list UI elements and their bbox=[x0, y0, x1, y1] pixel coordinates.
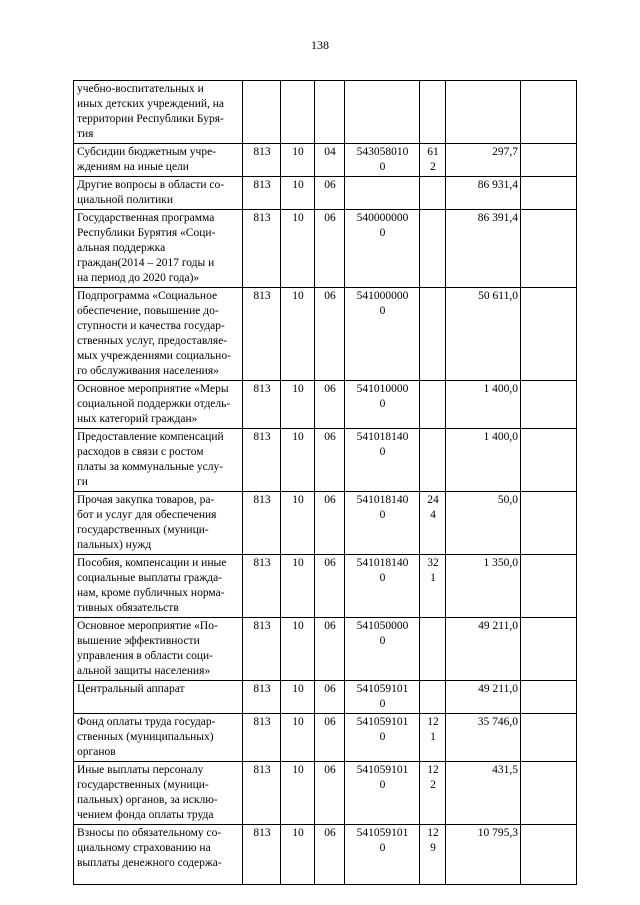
row-extra bbox=[521, 492, 577, 555]
row-ministry-code: 813 bbox=[243, 210, 281, 288]
row-extra bbox=[521, 288, 577, 381]
row-target-article: 541059101 0 bbox=[345, 681, 420, 714]
table-row bbox=[74, 381, 577, 429]
row-ministry-code: 813 bbox=[243, 714, 281, 762]
row-section-code: 10 bbox=[281, 618, 315, 681]
row-ministry-code bbox=[243, 81, 281, 144]
table-row bbox=[74, 618, 577, 681]
row-name: учебно-воспитательных и иных детских учреждений, на территории Республики Буря- тия bbox=[74, 81, 243, 144]
row-extra bbox=[521, 210, 577, 288]
row-target-article: 541050000 0 bbox=[345, 618, 420, 681]
row-expense-type: 12 1 bbox=[420, 714, 446, 762]
table-row bbox=[74, 492, 577, 555]
row-section-code: 10 bbox=[281, 429, 315, 492]
row-ministry-code: 813 bbox=[243, 144, 281, 177]
row-extra bbox=[521, 144, 577, 177]
row-expense-type: 24 4 bbox=[420, 492, 446, 555]
row-amount: 49 211,0 bbox=[446, 681, 521, 714]
row-name: Взносы по обязательному со- циальному страхованию на выплаты денежного содержа- bbox=[74, 825, 243, 885]
row-extra bbox=[521, 762, 577, 825]
row-expense-type: 61 2 bbox=[420, 144, 446, 177]
row-section-code: 10 bbox=[281, 714, 315, 762]
row-amount bbox=[446, 81, 521, 144]
row-section-code: 10 bbox=[281, 492, 315, 555]
row-subsection-code: 06 bbox=[315, 492, 345, 555]
row-amount: 86 931,4 bbox=[446, 177, 521, 210]
row-section-code: 10 bbox=[281, 381, 315, 429]
table-row bbox=[74, 144, 577, 177]
row-ministry-code: 813 bbox=[243, 762, 281, 825]
budget-table-body bbox=[74, 81, 577, 885]
row-ministry-code: 813 bbox=[243, 381, 281, 429]
row-expense-type bbox=[420, 681, 446, 714]
row-amount: 35 746,0 bbox=[446, 714, 521, 762]
row-extra bbox=[521, 825, 577, 885]
row-extra bbox=[521, 555, 577, 618]
row-extra bbox=[521, 681, 577, 714]
row-expense-type bbox=[420, 81, 446, 144]
row-target-article: 541059101 0 bbox=[345, 762, 420, 825]
row-amount: 49 211,0 bbox=[446, 618, 521, 681]
row-subsection-code: 06 bbox=[315, 210, 345, 288]
row-name: Предоставление компенсаций расходов в связи с ростом платы за коммунальные услу- ги bbox=[74, 429, 243, 492]
row-subsection-code: 04 bbox=[315, 144, 345, 177]
row-section-code bbox=[281, 81, 315, 144]
row-ministry-code: 813 bbox=[243, 555, 281, 618]
row-name: Пособия, компенсации и иные социальные выплаты гражда- нам, кроме публичных норма- тивных обязательств bbox=[74, 555, 243, 618]
row-section-code: 10 bbox=[281, 681, 315, 714]
row-expense-type: 32 1 bbox=[420, 555, 446, 618]
row-section-code: 10 bbox=[281, 144, 315, 177]
table-row bbox=[74, 177, 577, 210]
row-ministry-code: 813 bbox=[243, 681, 281, 714]
row-expense-type: 12 2 bbox=[420, 762, 446, 825]
row-expense-type bbox=[420, 210, 446, 288]
row-subsection-code: 06 bbox=[315, 762, 345, 825]
row-subsection-code: 06 bbox=[315, 825, 345, 885]
row-expense-type bbox=[420, 429, 446, 492]
row-section-code: 10 bbox=[281, 177, 315, 210]
budget-table bbox=[73, 80, 577, 885]
row-name: Субсидии бюджетным учре- ждениям на иные цели bbox=[74, 144, 243, 177]
row-target-article bbox=[345, 177, 420, 210]
row-extra bbox=[521, 177, 577, 210]
row-target-article: 541018140 0 bbox=[345, 429, 420, 492]
page-number: 138 bbox=[311, 38, 329, 52]
row-name: Основное мероприятие «Меры социальной поддержки отдель- ных категорий граждан» bbox=[74, 381, 243, 429]
row-subsection-code: 06 bbox=[315, 288, 345, 381]
row-amount: 50,0 bbox=[446, 492, 521, 555]
row-target-article: 541059101 0 bbox=[345, 825, 420, 885]
row-target-article: 540000000 0 bbox=[345, 210, 420, 288]
row-expense-type bbox=[420, 288, 446, 381]
row-subsection-code: 06 bbox=[315, 714, 345, 762]
row-section-code: 10 bbox=[281, 210, 315, 288]
row-target-article: 541000000 0 bbox=[345, 288, 420, 381]
row-ministry-code: 813 bbox=[243, 618, 281, 681]
row-expense-type bbox=[420, 177, 446, 210]
row-expense-type bbox=[420, 618, 446, 681]
table-row bbox=[74, 762, 577, 825]
row-expense-type: 12 9 bbox=[420, 825, 446, 885]
table-row bbox=[74, 81, 577, 144]
row-amount: 1 350,0 bbox=[446, 555, 521, 618]
table-row bbox=[74, 429, 577, 492]
row-extra bbox=[521, 381, 577, 429]
table-row bbox=[74, 714, 577, 762]
row-extra bbox=[521, 429, 577, 492]
row-extra bbox=[521, 714, 577, 762]
table-row bbox=[74, 210, 577, 288]
row-ministry-code: 813 bbox=[243, 492, 281, 555]
row-name: Государственная программа Республики Бурятия «Соци- альная поддержка граждан(2014 – 2017 годы и на период до 2020 года)» bbox=[74, 210, 243, 288]
row-target-article: 541010000 0 bbox=[345, 381, 420, 429]
row-name: Центральный аппарат bbox=[74, 681, 243, 714]
row-section-code: 10 bbox=[281, 288, 315, 381]
row-ministry-code: 813 bbox=[243, 825, 281, 885]
row-target-article: 541018140 0 bbox=[345, 492, 420, 555]
row-section-code: 10 bbox=[281, 825, 315, 885]
row-subsection-code: 06 bbox=[315, 177, 345, 210]
row-subsection-code: 06 bbox=[315, 381, 345, 429]
table-row bbox=[74, 555, 577, 618]
row-ministry-code: 813 bbox=[243, 288, 281, 381]
row-ministry-code: 813 bbox=[243, 177, 281, 210]
row-section-code: 10 bbox=[281, 762, 315, 825]
row-expense-type bbox=[420, 381, 446, 429]
row-ministry-code: 813 bbox=[243, 429, 281, 492]
row-section-code: 10 bbox=[281, 555, 315, 618]
table-row bbox=[74, 681, 577, 714]
row-amount: 50 611,0 bbox=[446, 288, 521, 381]
row-amount: 1 400,0 bbox=[446, 429, 521, 492]
row-name: Подпрограмма «Социальное обеспечение, повышение до- ступности и качества государ- ственных услуг, предоставляе- мых учреждениями социально- го обслуживания населения» bbox=[74, 288, 243, 381]
row-subsection-code: 06 bbox=[315, 555, 345, 618]
row-name: Прочая закупка товаров, ра- бот и услуг для обеспечения государственных (муници- пальных) нужд bbox=[74, 492, 243, 555]
row-subsection-code: 06 bbox=[315, 429, 345, 492]
row-amount: 10 795,3 bbox=[446, 825, 521, 885]
row-amount: 86 391,4 bbox=[446, 210, 521, 288]
row-amount: 1 400,0 bbox=[446, 381, 521, 429]
row-name: Основное мероприятие «По- вышение эффективности управления в области соци- альной защиты населения» bbox=[74, 618, 243, 681]
table-row bbox=[74, 288, 577, 381]
row-target-article: 541059101 0 bbox=[345, 714, 420, 762]
row-amount: 297,7 bbox=[446, 144, 521, 177]
row-extra bbox=[521, 618, 577, 681]
row-target-article bbox=[345, 81, 420, 144]
row-target-article: 543058010 0 bbox=[345, 144, 420, 177]
table-row bbox=[74, 825, 577, 885]
row-subsection-code bbox=[315, 81, 345, 144]
row-subsection-code: 06 bbox=[315, 681, 345, 714]
row-name: Иные выплаты персоналу государственных (муници- пальных) органов, за исклю- чением фонда оплаты труда bbox=[74, 762, 243, 825]
row-name: Другие вопросы в области со- циальной политики bbox=[74, 177, 243, 210]
row-name: Фонд оплаты труда государ- ственных (муниципальных) органов bbox=[74, 714, 243, 762]
row-extra bbox=[521, 81, 577, 144]
row-target-article: 541018140 0 bbox=[345, 555, 420, 618]
row-amount: 431,5 bbox=[446, 762, 521, 825]
row-subsection-code: 06 bbox=[315, 618, 345, 681]
